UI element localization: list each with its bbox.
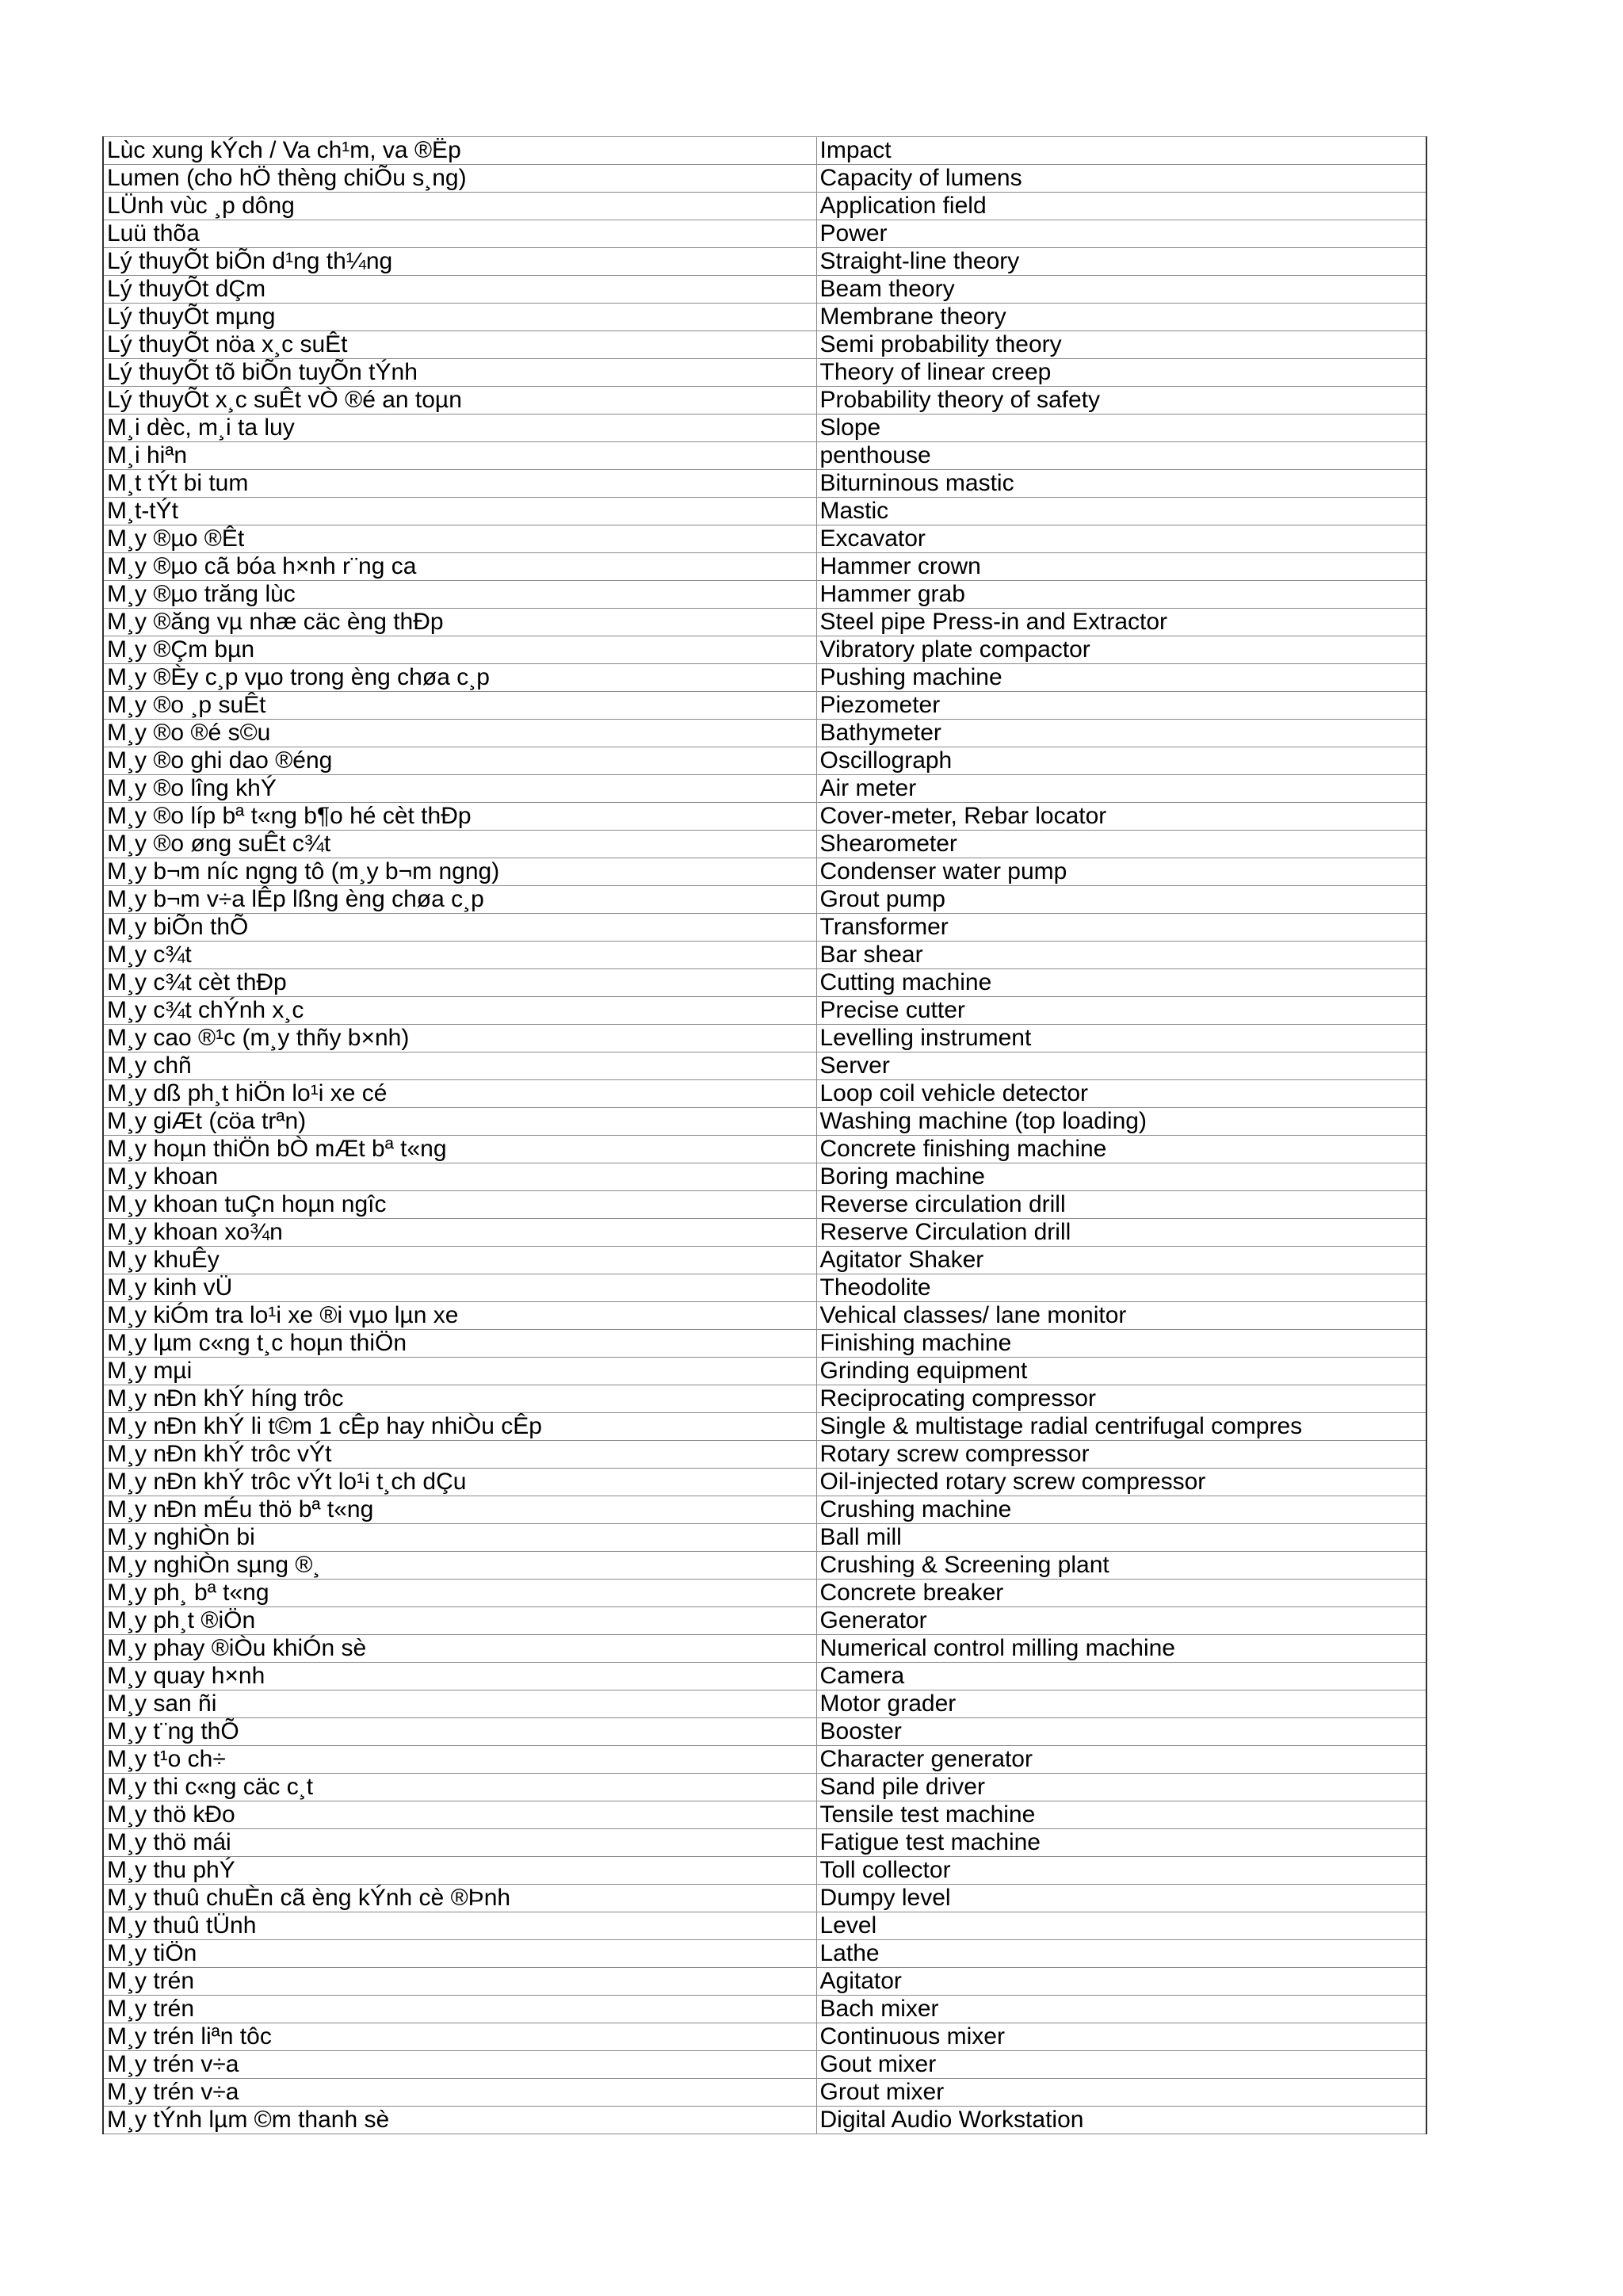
vietnamese-term-cell: M¸y phay ®iÒu khiÓn sè (103, 1635, 816, 1663)
english-term-cell: Shearometer (816, 831, 1426, 858)
vietnamese-term-cell: M¸y quay h×nh (103, 1663, 816, 1690)
english-term-cell: Grout mixer (816, 2079, 1426, 2107)
table-row (103, 1857, 1426, 1885)
vietnamese-term-cell: M¸y hoµn thiÖn bÒ mÆt bª t«ng (103, 1136, 816, 1163)
english-term-cell: Dumpy level (816, 1885, 1426, 1912)
glossary-table-body (103, 137, 1426, 2134)
english-term-cell: Theory of linear creep (816, 359, 1426, 387)
table-row (103, 1635, 1426, 1663)
vietnamese-term-cell: M¸y trén (103, 1996, 816, 2023)
vietnamese-term-cell: M¸y thu phÝ (103, 1857, 816, 1885)
vietnamese-term-cell: M¸y mµi (103, 1358, 816, 1385)
vietnamese-term-cell: M¸y ®ăng vµ nhæ cäc èng thÐp (103, 609, 816, 636)
english-term-cell: Membrane theory (816, 304, 1426, 331)
table-row (103, 553, 1426, 581)
vietnamese-term-cell: M¸y trén v÷a (103, 2051, 816, 2079)
vietnamese-term-cell: M¸y trén (103, 1968, 816, 1996)
table-row (103, 997, 1426, 1025)
english-term-cell: Bathymeter (816, 720, 1426, 747)
english-term-cell: Cutting machine (816, 969, 1426, 997)
table-row (103, 1191, 1426, 1219)
english-term-cell: Gout mixer (816, 2051, 1426, 2079)
vietnamese-term-cell: M¸y dß ph¸t hiÖn lo¹i xe cé (103, 1080, 816, 1108)
table-row (103, 165, 1426, 193)
english-term-cell: Booster (816, 1718, 1426, 1746)
english-term-cell: Condenser water pump (816, 858, 1426, 886)
table-row (103, 1358, 1426, 1385)
english-term-cell: Air meter (816, 775, 1426, 803)
english-term-cell: Crushing & Screening plant (816, 1552, 1426, 1580)
vietnamese-term-cell: M¸y c¾t (103, 942, 816, 969)
vietnamese-term-cell: M¸y ®µo ®Êt (103, 525, 816, 553)
vietnamese-term-cell: M¸y c¾t chÝnh x¸c (103, 997, 816, 1025)
table-row (103, 1302, 1426, 1330)
table-row (103, 609, 1426, 636)
table-row (103, 581, 1426, 609)
vietnamese-term-cell: M¸y t¹o ch÷ (103, 1746, 816, 1774)
vietnamese-term-cell: Lý thuyÕt x¸c suÊt vÒ ®é an toµn (103, 387, 816, 415)
english-term-cell: Character generator (816, 1746, 1426, 1774)
table-row (103, 803, 1426, 831)
vietnamese-term-cell: M¸y ®Çm bµn (103, 636, 816, 664)
table-row (103, 969, 1426, 997)
english-term-cell: Crushing machine (816, 1496, 1426, 1524)
vietnamese-term-cell: M¸t tÝt bi tum (103, 470, 816, 498)
english-term-cell: Camera (816, 1663, 1426, 1690)
table-row (103, 1136, 1426, 1163)
table-row (103, 359, 1426, 387)
vietnamese-term-cell: M¸y lµm c«ng t¸c hoµn thiÖn (103, 1330, 816, 1358)
english-term-cell: Probability theory of safety (816, 387, 1426, 415)
vietnamese-term-cell: M¸y t¨ng thÕ (103, 1718, 816, 1746)
table-row (103, 1163, 1426, 1191)
vietnamese-term-cell: M¸y nÐn khÝ híng trôc (103, 1385, 816, 1413)
vietnamese-term-cell: Lý thuyÕt tõ biÕn tuyÕn tÝnh (103, 359, 816, 387)
table-row (103, 442, 1426, 470)
vietnamese-term-cell: M¸y giÆt (cöa trªn) (103, 1108, 816, 1136)
table-row (103, 1940, 1426, 1968)
table-row (103, 331, 1426, 359)
table-row (103, 2079, 1426, 2107)
english-term-cell: Toll collector (816, 1857, 1426, 1885)
vietnamese-term-cell: Lý thuyÕt nöa x¸c suÊt (103, 331, 816, 359)
table-row (103, 1108, 1426, 1136)
english-term-cell: Agitator (816, 1968, 1426, 1996)
vietnamese-term-cell: Lý thuyÕt dÇm (103, 276, 816, 304)
english-term-cell: Fatigue test machine (816, 1829, 1426, 1857)
english-term-cell: Level (816, 1912, 1426, 1940)
table-row (103, 415, 1426, 442)
vietnamese-term-cell: Lý thuyÕt mµng (103, 304, 816, 331)
table-row (103, 1413, 1426, 1441)
vietnamese-term-cell: M¸y kinh vÜ (103, 1274, 816, 1302)
table-row (103, 248, 1426, 276)
vietnamese-term-cell: M¸y thi c«ng cäc c¸t (103, 1774, 816, 1801)
table-row (103, 886, 1426, 914)
table-row (103, 692, 1426, 720)
vietnamese-term-cell: M¸y ®o líp bª t«ng b¶o hé cèt thÐp (103, 803, 816, 831)
english-term-cell: Vehical classes/ lane monitor (816, 1302, 1426, 1330)
table-row (103, 387, 1426, 415)
table-row (103, 470, 1426, 498)
english-term-cell: Washing machine (top loading) (816, 1108, 1426, 1136)
english-term-cell: Boring machine (816, 1163, 1426, 1191)
english-term-cell: Hammer crown (816, 553, 1426, 581)
vietnamese-term-cell: M¸i hiªn (103, 442, 816, 470)
table-row (103, 1524, 1426, 1552)
english-term-cell: Single & multistage radial centrifugal compres (816, 1413, 1426, 1441)
table-row (103, 276, 1426, 304)
vietnamese-term-cell: M¸i dèc, m¸i ta luy (103, 415, 816, 442)
vietnamese-term-cell: Lùc xung kÝch / Va ch¹m, va ®Ëp (103, 137, 816, 165)
vietnamese-term-cell: M¸y cao ®¹c (m¸y thñy b×nh) (103, 1025, 816, 1052)
vietnamese-term-cell: M¸y khoan xo¾n (103, 1219, 816, 1247)
english-term-cell: Application field (816, 193, 1426, 220)
table-row (103, 1801, 1426, 1829)
table-row (103, 1912, 1426, 1940)
table-row (103, 193, 1426, 220)
vietnamese-term-cell: M¸y trén liªn tôc (103, 2023, 816, 2051)
table-row (103, 498, 1426, 525)
table-row (103, 914, 1426, 942)
table-row (103, 636, 1426, 664)
english-term-cell: Continuous mixer (816, 2023, 1426, 2051)
vietnamese-term-cell: M¸y nghiÒn bi (103, 1524, 816, 1552)
table-row (103, 1219, 1426, 1247)
vietnamese-term-cell: M¸y c¾t cèt thÐp (103, 969, 816, 997)
english-term-cell: Oil-injected rotary screw compressor (816, 1469, 1426, 1496)
english-term-cell: Numerical control milling machine (816, 1635, 1426, 1663)
english-term-cell: Loop coil vehicle detector (816, 1080, 1426, 1108)
english-term-cell: Sand pile driver (816, 1774, 1426, 1801)
vietnamese-term-cell: M¸y nÐn mÉu thö bª t«ng (103, 1496, 816, 1524)
english-term-cell: Ball mill (816, 1524, 1426, 1552)
english-term-cell: Agitator Shaker (816, 1247, 1426, 1274)
english-term-cell: Theodolite (816, 1274, 1426, 1302)
vietnamese-term-cell: M¸y ®Èy c¸p vµo trong èng chøa c¸p (103, 664, 816, 692)
english-term-cell: Precise cutter (816, 997, 1426, 1025)
english-term-cell: Straight-line theory (816, 248, 1426, 276)
table-row (103, 525, 1426, 553)
table-row (103, 1469, 1426, 1496)
table-row (103, 1025, 1426, 1052)
vietnamese-term-cell: M¸y khoan tuÇn hoµn ngîc (103, 1191, 816, 1219)
english-term-cell: Hammer grab (816, 581, 1426, 609)
english-term-cell: Biturninous mastic (816, 470, 1426, 498)
table-row (103, 2023, 1426, 2051)
table-row (103, 720, 1426, 747)
english-term-cell: Rotary screw compressor (816, 1441, 1426, 1469)
table-row (103, 1247, 1426, 1274)
table-row (103, 1690, 1426, 1718)
vietnamese-term-cell: M¸y b¬m v÷a lÊp lßng èng chøa c¸p (103, 886, 816, 914)
english-term-cell: Grout pump (816, 886, 1426, 914)
table-row (103, 2107, 1426, 2134)
vietnamese-term-cell: M¸y nÐn khÝ trôc vÝt lo¹i t¸ch dÇu (103, 1469, 816, 1496)
english-term-cell: Steel pipe Press-in and Extractor (816, 609, 1426, 636)
table-row (103, 1052, 1426, 1080)
english-term-cell: Concrete finishing machine (816, 1136, 1426, 1163)
english-term-cell: Power (816, 220, 1426, 248)
english-term-cell: Digital Audio Workstation (816, 2107, 1426, 2134)
vietnamese-term-cell: M¸y b¬m níc ngng tô (m¸y b¬m ngng) (103, 858, 816, 886)
vietnamese-term-cell: M¸y kiÓm tra lo¹i xe ®i vµo lµn xe (103, 1302, 816, 1330)
table-row (103, 220, 1426, 248)
vietnamese-term-cell: M¸y ®o ®é s©u (103, 720, 816, 747)
vietnamese-term-cell: M¸y tÝnh lµm ©m thanh sè (103, 2107, 816, 2134)
table-row (103, 1580, 1426, 1607)
english-term-cell: Beam theory (816, 276, 1426, 304)
vietnamese-term-cell: M¸y ®o ¸p suÊt (103, 692, 816, 720)
vietnamese-term-cell: M¸t-tÝt (103, 498, 816, 525)
english-term-cell: Capacity of lumens (816, 165, 1426, 193)
table-row (103, 1607, 1426, 1635)
english-term-cell: Reverse circulation drill (816, 1191, 1426, 1219)
english-term-cell: Semi probability theory (816, 331, 1426, 359)
table-row (103, 1996, 1426, 2023)
english-term-cell: Levelling instrument (816, 1025, 1426, 1052)
vietnamese-term-cell: M¸y ®o øng suÊt c¾t (103, 831, 816, 858)
glossary-table (102, 136, 1427, 2134)
vietnamese-term-cell: M¸y ph¸t ®iÖn (103, 1607, 816, 1635)
table-row (103, 1080, 1426, 1108)
english-term-cell: Reserve Circulation drill (816, 1219, 1426, 1247)
vietnamese-term-cell: Lumen (cho hÖ thèng chiÕu s¸ng) (103, 165, 816, 193)
english-term-cell: Reciprocating compressor (816, 1385, 1426, 1413)
table-row (103, 1885, 1426, 1912)
vietnamese-term-cell: M¸y ®µo trăng lùc (103, 581, 816, 609)
vietnamese-term-cell: M¸y chñ (103, 1052, 816, 1080)
table-row (103, 1774, 1426, 1801)
vietnamese-term-cell: M¸y khoan (103, 1163, 816, 1191)
table-row (103, 1552, 1426, 1580)
vietnamese-term-cell: M¸y tiÖn (103, 1940, 816, 1968)
vietnamese-term-cell: M¸y ®o lîng khÝ (103, 775, 816, 803)
table-row (103, 775, 1426, 803)
english-term-cell: Motor grader (816, 1690, 1426, 1718)
table-row (103, 1968, 1426, 1996)
table-row (103, 1746, 1426, 1774)
table-row (103, 1385, 1426, 1413)
english-term-cell: Server (816, 1052, 1426, 1080)
vietnamese-term-cell: M¸y thö kÐo (103, 1801, 816, 1829)
vietnamese-term-cell: M¸y thö mái (103, 1829, 816, 1857)
english-term-cell: penthouse (816, 442, 1426, 470)
vietnamese-term-cell: M¸y ph¸ bª t«ng (103, 1580, 816, 1607)
vietnamese-term-cell: M¸y thuû tÜnh (103, 1912, 816, 1940)
table-row (103, 1829, 1426, 1857)
vietnamese-term-cell: M¸y thuû chuÈn cã èng kÝnh cè ®Þnh (103, 1885, 816, 1912)
english-term-cell: Mastic (816, 498, 1426, 525)
english-term-cell: Oscillograph (816, 747, 1426, 775)
table-row (103, 1441, 1426, 1469)
table-row (103, 1496, 1426, 1524)
table-row (103, 858, 1426, 886)
vietnamese-term-cell: LÜnh vùc ¸p dông (103, 193, 816, 220)
english-term-cell: Impact (816, 137, 1426, 165)
english-term-cell: Grinding equipment (816, 1358, 1426, 1385)
vietnamese-term-cell: Luü thõa (103, 220, 816, 248)
vietnamese-term-cell: M¸y khuÊy (103, 1247, 816, 1274)
english-term-cell: Lathe (816, 1940, 1426, 1968)
english-term-cell: Generator (816, 1607, 1426, 1635)
english-term-cell: Bar shear (816, 942, 1426, 969)
english-term-cell: Finishing machine (816, 1330, 1426, 1358)
vietnamese-term-cell: M¸y nÐn khÝ li t©m 1 cÊp hay nhiÒu cÊp (103, 1413, 816, 1441)
english-term-cell: Piezometer (816, 692, 1426, 720)
table-row (103, 942, 1426, 969)
table-row (103, 1718, 1426, 1746)
vietnamese-term-cell: M¸y ®o ghi dao ®éng (103, 747, 816, 775)
vietnamese-term-cell: M¸y trén v÷a (103, 2079, 816, 2107)
table-row (103, 304, 1426, 331)
table-row (103, 664, 1426, 692)
table-row (103, 1330, 1426, 1358)
english-term-cell: Excavator (816, 525, 1426, 553)
english-term-cell: Vibratory plate compactor (816, 636, 1426, 664)
vietnamese-term-cell: M¸y ®µo cã bóa h×nh r¨ng ca (103, 553, 816, 581)
english-term-cell: Bach mixer (816, 1996, 1426, 2023)
table-row (103, 831, 1426, 858)
english-term-cell: Pushing machine (816, 664, 1426, 692)
table-row (103, 2051, 1426, 2079)
english-term-cell: Slope (816, 415, 1426, 442)
vietnamese-term-cell: Lý thuyÕt biÕn d¹ng th¼ng (103, 248, 816, 276)
table-row (103, 747, 1426, 775)
vietnamese-term-cell: M¸y nghiÒn sµng ®¸ (103, 1552, 816, 1580)
vietnamese-term-cell: M¸y san ñi (103, 1690, 816, 1718)
table-row (103, 1274, 1426, 1302)
table-row (103, 137, 1426, 165)
vietnamese-term-cell: M¸y biÕn thÕ (103, 914, 816, 942)
vietnamese-term-cell: M¸y nÐn khÝ trôc vÝt (103, 1441, 816, 1469)
table-row (103, 1663, 1426, 1690)
english-term-cell: Cover-meter, Rebar locator (816, 803, 1426, 831)
english-term-cell: Tensile test machine (816, 1801, 1426, 1829)
english-term-cell: Transformer (816, 914, 1426, 942)
english-term-cell: Concrete breaker (816, 1580, 1426, 1607)
